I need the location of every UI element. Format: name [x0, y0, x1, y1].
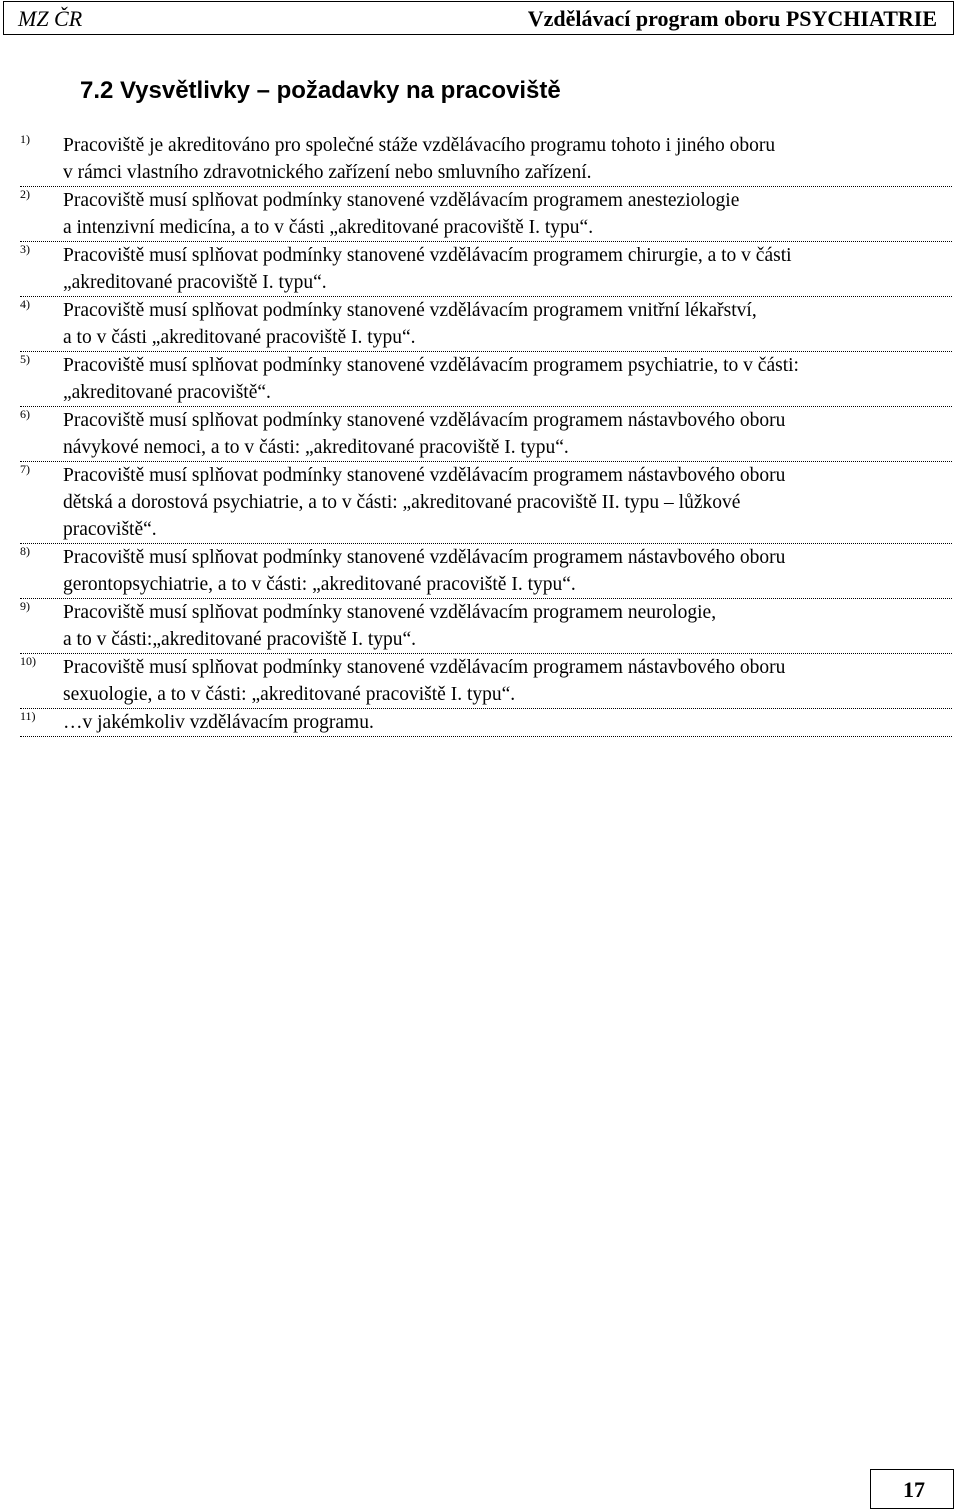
note-item	[20, 187, 952, 242]
note-text-line: návykové nemoci, a to v části: „akreditované pracoviště I. typu“.	[63, 437, 569, 458]
note-item	[20, 654, 952, 709]
section-title: 7.2 Vysvětlivky – požadavky na pracoviště	[80, 77, 561, 104]
note-text-line: a to v části:„akreditované pracoviště I. typu“.	[63, 629, 417, 650]
note-text-line: „akreditované pracoviště I. typu“.	[63, 272, 327, 293]
note-text-line: Pracoviště je akreditováno pro společné stáže vzdělávacího programu tohoto i jiného oboru	[63, 135, 776, 156]
note-number: 2)	[20, 187, 30, 201]
note-text-line: Pracoviště musí splňovat podmínky stanovené vzdělávacím programem psychiatrie, to v části:	[63, 355, 799, 376]
note-item	[20, 407, 952, 462]
note-text-line: dětská a dorostová psychiatrie, a to v části: „akreditované pracoviště II. typu – lůžkové	[63, 492, 741, 513]
note-text-line: Pracoviště musí splňovat podmínky stanovené vzdělávacím programem nástavbového oboru	[63, 657, 786, 678]
note-text-line: Pracoviště musí splňovat podmínky stanovené vzdělávacím programem nástavbového oboru	[63, 410, 786, 431]
note-text-line: Pracoviště musí splňovat podmínky stanovené vzdělávacím programem nástavbového oboru	[63, 547, 786, 568]
note-text-line: pracoviště“.	[63, 519, 157, 540]
note-number: 11)	[20, 709, 36, 723]
note-item	[20, 544, 952, 599]
note-text-line: Pracoviště musí splňovat podmínky stanovené vzdělávacím programem neurologie,	[63, 602, 717, 623]
header-ministry: MZ ČR	[18, 6, 83, 31]
note-text-line: Pracoviště musí splňovat podmínky stanovené vzdělávacím programem anesteziologie	[63, 190, 740, 211]
notes-list	[20, 132, 952, 737]
note-number: 7)	[20, 462, 30, 476]
note-item	[20, 462, 952, 544]
note-item	[20, 599, 952, 654]
note-number: 8)	[20, 544, 30, 558]
note-text-line: a to v části „akreditované pracoviště I. typu“.	[63, 327, 416, 348]
page-header	[3, 1, 954, 35]
page-number: 17	[903, 1477, 925, 1502]
note-text-line: …v jakémkoliv vzdělávacím programu.	[63, 712, 374, 733]
header-program-title: Vzdělávací program oboru PSYCHIATRIE	[527, 6, 937, 31]
note-item	[20, 709, 952, 737]
note-item	[20, 297, 952, 352]
note-number: 5)	[20, 352, 30, 366]
note-text-line: v rámci vlastního zdravotnického zařízení nebo smluvního zařízení.	[63, 162, 592, 183]
note-text-line: gerontopsychiatrie, a to v části: „akreditované pracoviště I. typu“.	[63, 574, 576, 595]
note-number: 1)	[20, 132, 30, 146]
note-item	[20, 352, 952, 407]
note-number: 6)	[20, 407, 30, 421]
note-text-line: Pracoviště musí splňovat podmínky stanovené vzdělávacím programem vnitřní lékařství,	[63, 300, 757, 321]
note-item	[20, 132, 952, 187]
note-item	[20, 242, 952, 297]
note-text-line: Pracoviště musí splňovat podmínky stanovené vzdělávacím programem nástavbového oboru	[63, 465, 786, 486]
note-text-line: „akreditované pracoviště“.	[63, 382, 271, 403]
note-text-line: a intenzivní medicína, a to v části „akreditované pracoviště I. typu“.	[63, 217, 594, 238]
note-number: 9)	[20, 599, 30, 613]
note-number: 10)	[20, 654, 36, 668]
note-text-line: sexuologie, a to v části: „akreditované pracoviště I. typu“.	[63, 684, 516, 705]
note-number: 4)	[20, 297, 30, 311]
note-text-line: Pracoviště musí splňovat podmínky stanovené vzdělávacím programem chirurgie, a to v části	[63, 245, 792, 266]
note-number: 3)	[20, 242, 30, 256]
page-number-box	[870, 1469, 954, 1509]
